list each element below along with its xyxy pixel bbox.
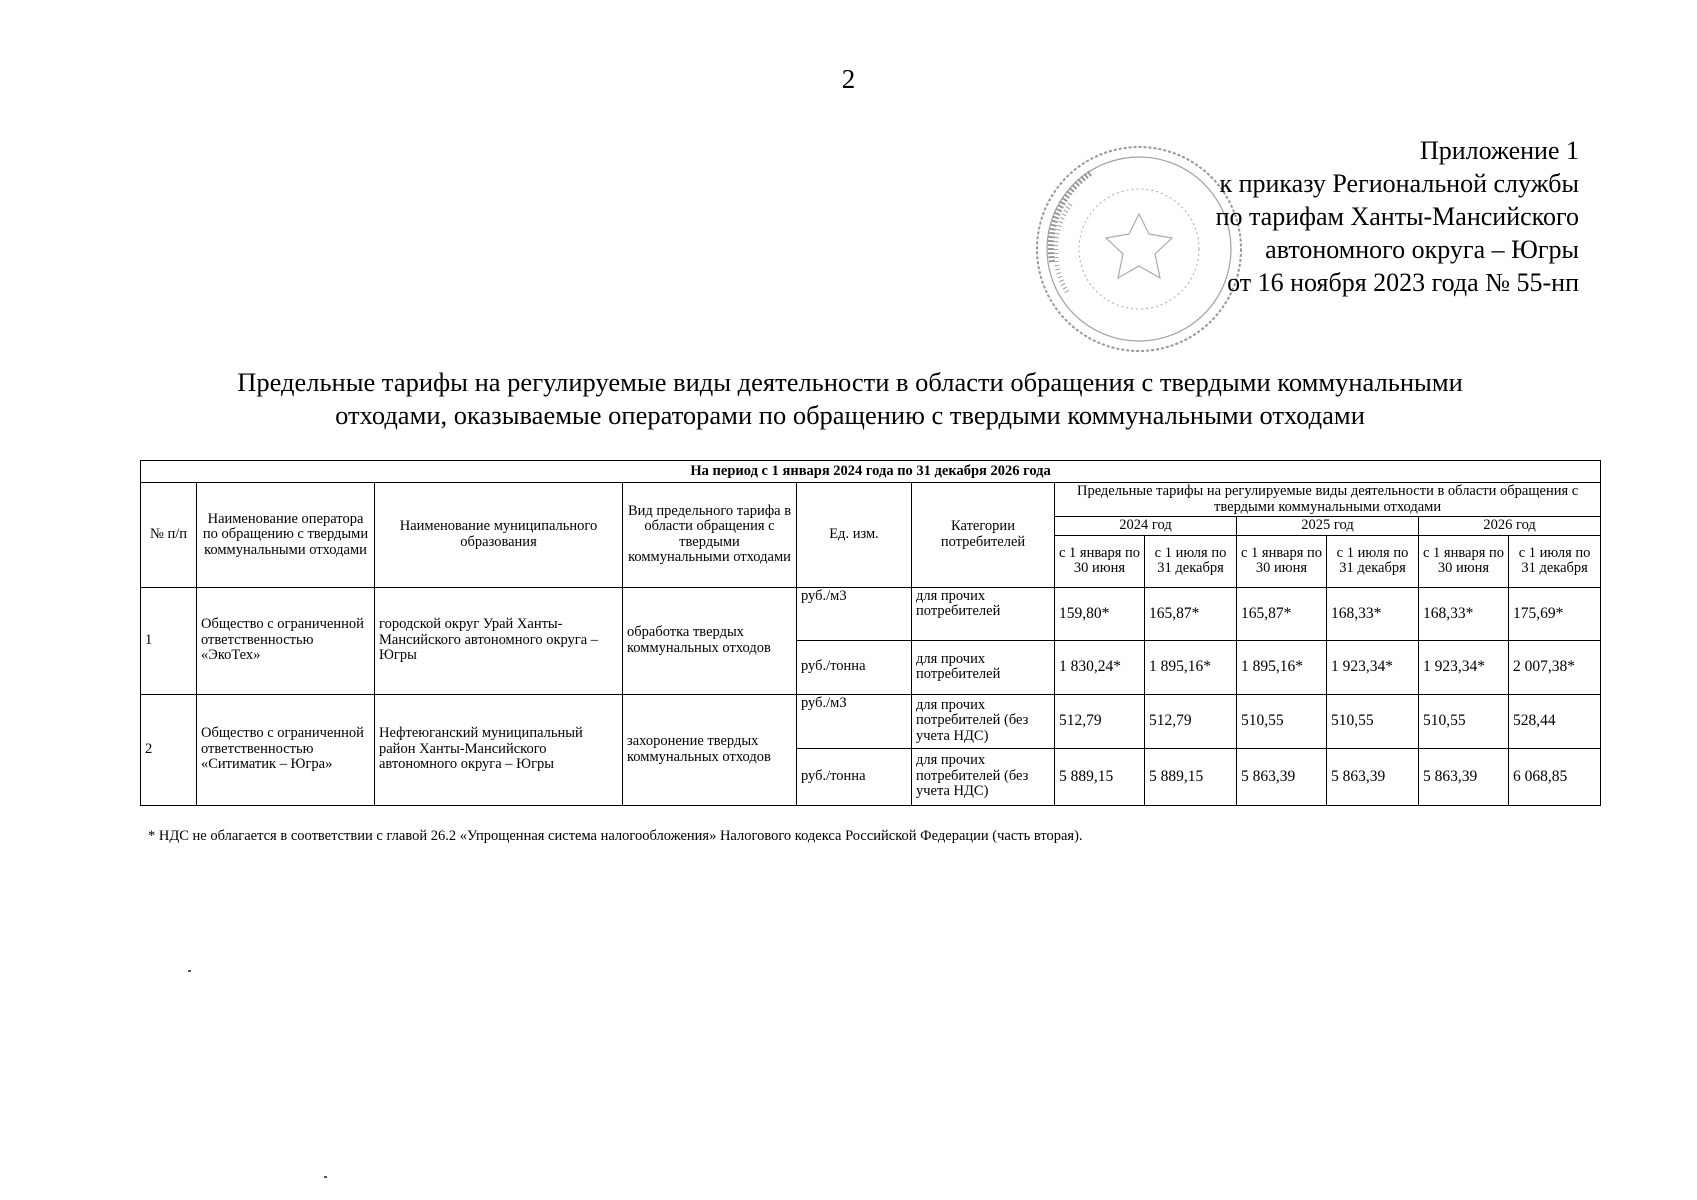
cell-value: 1 830,24* [1055, 640, 1145, 694]
header-period: с 1 июля по 31 декабря [1509, 535, 1601, 587]
appendix-line: Приложение 1 [1419, 136, 1579, 165]
cell-value: 528,44 [1509, 694, 1601, 748]
cell-unit: руб./м3 [797, 587, 912, 640]
period-header: На период с 1 января 2024 года по 31 декабря 2026 года [141, 461, 1601, 483]
cell-value: 512,79 [1055, 694, 1145, 748]
appendix-line: к приказу Региональной службы [1219, 169, 1579, 198]
appendix-line: от 16 ноября 2023 года № 55-нп [1227, 268, 1579, 297]
cell-value: 168,33* [1419, 587, 1509, 640]
cell-value: 1 895,16* [1237, 640, 1327, 694]
header-period: с 1 января по 30 июня [1237, 535, 1327, 587]
cell-value: 510,55 [1419, 694, 1509, 748]
cell-activity: обработка твердых коммунальных отходов [623, 587, 797, 694]
header-prices: Предельные тарифы на регулируемые виды деятельности в области обращения с твердыми коммунальными отходами [1055, 483, 1601, 517]
header-period: с 1 января по 30 июня [1055, 535, 1145, 587]
appendix-line: по тарифам Ханты-Мансийского [1215, 202, 1579, 231]
cell-value: 510,55 [1327, 694, 1419, 748]
cell-value: 5 863,39 [1237, 748, 1327, 805]
page-number: 2 [841, 64, 856, 94]
table-row [141, 587, 1601, 640]
cell-unit: руб./тонна [797, 640, 912, 694]
cell-category: для прочих потребителей [912, 587, 1055, 640]
cell-value: 168,33* [1327, 587, 1419, 640]
footnote: * НДС не облагается в соответствии с главой 26.2 «Упрощенная система налогообложения» Налогового кодекса Российской Федерации (часть вторая). [148, 828, 1083, 844]
header-year: 2026 год [1419, 517, 1601, 536]
header-category: Категории потребителей [912, 483, 1055, 588]
cell-value: 1 923,34* [1419, 640, 1509, 694]
cell-activity: захоронение твердых коммунальных отходов [623, 694, 797, 805]
cell-operator: Общество с ограниченной ответственностью «Ситиматик – Югра» [197, 694, 375, 805]
cell-municipality: Нефтеюганский муниципальный район Ханты-Мансийского автономного округа – Югры [375, 694, 623, 805]
cell-value: 5 863,39 [1327, 748, 1419, 805]
cell-value: 159,80* [1055, 587, 1145, 640]
title-line-1: Предельные тарифы на регулируемые виды деятельности в области обращения с твердыми коммунальными [237, 367, 1463, 397]
cell-category: для прочих потребителей [912, 640, 1055, 694]
cell-unit: руб./м3 [797, 694, 912, 748]
appendix-header [1216, 134, 1579, 299]
table-row [141, 694, 1601, 748]
cell-operator: Общество с ограниченной ответственностью «ЭкоТех» [197, 587, 375, 694]
scan-speck [324, 1176, 327, 1178]
cell-value: 5 863,39 [1419, 748, 1509, 805]
cell-value: 6 068,85 [1509, 748, 1601, 805]
cell-value: 165,87* [1237, 587, 1327, 640]
cell-value: 510,55 [1237, 694, 1327, 748]
header-unit: Ед. изм. [797, 483, 912, 588]
header-activity: Вид предельного тарифа в области обращения с твердыми коммунальными отходами [623, 483, 797, 588]
cell-unit: руб./тонна [797, 748, 912, 805]
cell-value: 512,79 [1145, 694, 1237, 748]
cell-value: 5 889,15 [1055, 748, 1145, 805]
cell-num: 1 [141, 587, 197, 694]
cell-value: 175,69* [1509, 587, 1601, 640]
cell-value: 5 889,15 [1145, 748, 1237, 805]
scan-speck [188, 970, 191, 972]
header-num: № п/п [141, 483, 197, 588]
cell-value: 1 895,16* [1145, 640, 1237, 694]
cell-value: 1 923,34* [1327, 640, 1419, 694]
official-seal-stamp [1032, 142, 1246, 356]
cell-value: 2 007,38* [1509, 640, 1601, 694]
header-period: с 1 июля по 31 декабря [1327, 535, 1419, 587]
header-period: с 1 января по 30 июня [1419, 535, 1509, 587]
cell-num: 2 [141, 694, 197, 805]
title-line-2: отходами, оказываемые операторами по обращению с твердыми коммунальными отходами [335, 400, 1365, 430]
header-operator: Наименование оператора по обращению с твердыми коммунальными отходами [197, 483, 375, 588]
header-year: 2025 год [1237, 517, 1419, 536]
cell-category: для прочих потребителей (без учета НДС) [912, 694, 1055, 748]
header-period: с 1 июля по 31 декабря [1145, 535, 1237, 587]
tariff-table [140, 460, 1601, 806]
cell-category: для прочих потребителей (без учета НДС) [912, 748, 1055, 805]
appendix-line: автономного округа – Югры [1265, 235, 1579, 264]
cell-municipality: городской округ Урай Ханты-Мансийского автономного округа – Югры [375, 587, 623, 694]
header-year: 2024 год [1055, 517, 1237, 536]
document-title [180, 366, 1520, 432]
cell-value: 165,87* [1145, 587, 1237, 640]
header-municipality: Наименование муниципального образования [375, 483, 623, 588]
